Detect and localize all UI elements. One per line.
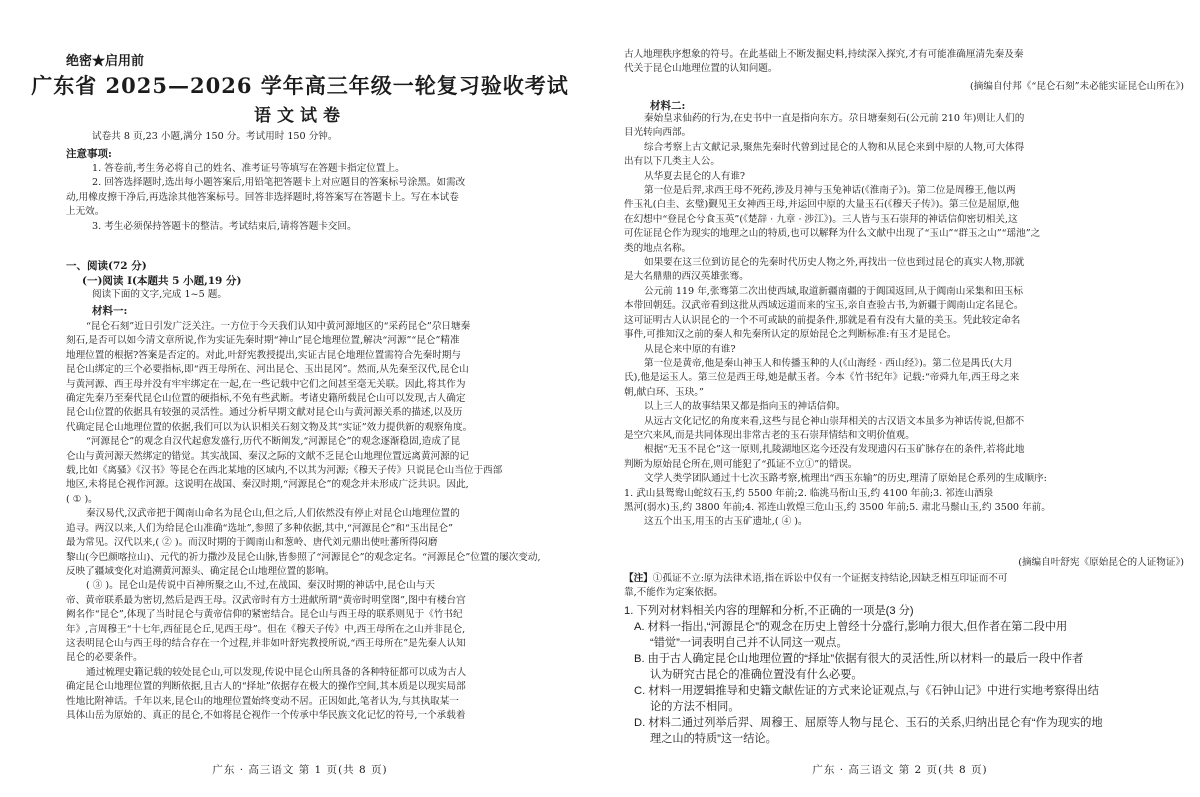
text-line: 黎山(今巴颜喀拉山)、元代的祈力撒沙及昆仑山脉,皆参照了“河源昆仑”的观念定名。“河源昆仑”位置的屡次变动, [66,551,541,563]
notice-item: 动,用橡皮擦干净后,再选涂其他答案标号。回答非选择题时,将答案写在答题卡上。写在本试卷 [66,191,459,203]
exam-info: 试卷共 8 页,23 小题,满分 150 分。考试用时 150 分钟。 [92,131,338,142]
text-line: 秦始皇求仙药的行为,在史书中一直是指向东方。尕日塘秦刻石(公元前 210 年)则让人们的 [644,113,1025,124]
text-line: 事件,可推知汉之前的秦人和先秦所认定的原始昆仑之判断标准:有玉才是昆仑。 [624,329,957,341]
text-line: 代确定昆仑山地理位置的依据,我们可以为认识相关石刻文物及其“实证”效力提供新的观察角度。 [66,421,473,433]
text-line: 确定先秦乃至秦代昆仑山位置的硬指标,不免有些武断。考诸史籍所载昆仑山可以发现,古人确定 [66,393,466,405]
text-line: 古人地理秩序想象的符号。在此基础上不断发掘史料,持续深入探究,才有可能准确厘清先秦及秦 [624,49,1024,60]
text-line: 根据“无玉不昆仑”这一原则,扎陵湖地区迄今还没有发现遗闪石玉矿脉存在的条件,若将此地 [644,444,1025,456]
text-line: 这表明昆仑山与西王母的结合存在一个过程,并非如叶舒宪教授所说,“西王母所在”是先秦人认知 [66,637,466,649]
notice-item: 1. 答卷前,考生务必将自己的姓名、准考证号等填写在答题卡指定位置上。 [92,163,405,174]
note-line: 【注】①孤证不立:原为法律术语,指在诉讼中仅有一个证据支持结论,因缺乏相互印证而不可 [624,573,1008,584]
text-line: 阙名作“昆仑”,体现了当时昆仑与黄帝信仰的紧密结合。昆仑山与西王母的联系则见于《竹书纪 [66,609,463,621]
option-b[interactable]: B. 由于古人确定昆仑山地理位置的“择址”依据有很大的灵活性,所以材料一的最后一段中作者 认为研究古昆仑的准确位置没有什么必要。 [634,653,1084,681]
text-line: 性地比附神话。千年以来,昆仑山的地理位置始终变动不居。正因如此,笔者认为,与其执取某一 [66,695,459,707]
option-a[interactable]: A. 材料一指出,“河源昆仑”的观念在历史上曾经十分盛行,影响力很大,但作者在第二段中用 “错觉”一词表明自己并不认同这一观点。 [634,621,1068,649]
material-2-text [624,112,1184,530]
notice-item: 3. 考生必须保持答题卡的整洁。考试结束后,请将答题卡交回。 [92,220,357,232]
text-line: 通过梳理史籍记载的较处昆仑山,可以发现,传说中昆仑山所具备的各种特征都可以成为古人 [86,666,467,678]
blank-1: ( ① )。 [66,493,98,505]
text-line: 与黄河源、西王母并没有牢牢绑定在一起,在一些记载中它们之间甚至毫无关联。因此,将其作为 [66,378,466,390]
text-line: 黑河(弱水)玉,约 3800 年前;4. 祁连山敦煌三危山玉,约 3500 年前;5. 肃北马鬃山玉,约 3500 年前。 [624,501,1051,513]
notice-list [66,162,578,234]
text-line: “昆仑石刻”近日引发广泛关注。一方位于今天我们认知中黄河源地区的“采药昆仑”尕日塘秦 [86,321,471,332]
text-line: 可佐证昆仑作为现实的地理之山的特质,也可以解释为什么文献中出现了“玉山”“群玉之山”“瑶池”之 [624,228,1041,240]
exam-title: 广东省 2025—2026 学年高三年级一轮复习验收考试 [31,73,569,98]
text-line: 1. 武山县鸳鸯山蛇纹石玉,约 5500 年前;2. 临洮马衔山玉,约 4100 年前;3. 祁连山酒泉 [624,487,994,499]
notice-item: 上无效。 [66,206,105,218]
text-line: 帝、黄帝联系最为密切,然后是西王母。汉武帝时有方士进献所谓“黄帝时明堂图”,图中有楼台宫 [66,594,466,606]
text-line: 代关于昆仑山地理位置的认知问题。 [624,63,778,75]
annotation-note [624,572,1184,601]
option-c[interactable]: C. 材料一用逻辑推导和史籍文献佐证的方式来论证观点,与《石钟山记》中进行实地考察得出结 论的方法不相同。 [634,685,1099,713]
text-line: 综合考察上古文献记录,聚焦先秦时代曾到过昆仑的人物和从昆仑来到中原的人物,可大体得 [644,141,1025,153]
text-line: 秦汉易代,汉武帝把于阗南山命名为昆仑山,但之后,人们依然没有停止对昆仑山地理位置的 [86,508,460,520]
text-line: 昆仑的必要条件。 [66,652,143,664]
text-line: 确定昆仑山地理位置的判断依据,且古人的“择址”依据存在极大的操作空间,其本质是以现实局部 [66,681,466,693]
option-d[interactable]: D. 材料二通过列举后羿、周穆王、屈原等人物与昆仑、玉石的关系,归纳出昆仑有“作为现实的地 理之山的特质”这一结论。 [634,717,1103,745]
blank-3-line: ( ③ )。昆仑山是传说中百神所聚之山,不过,在战国、秦汉时期的神话中,昆仑山与天 [86,580,435,592]
text-line: 地区,未将昆仑视作河源。这说明在战国、秦汉时期,“河源昆仑”的观念并未形成广泛共识。因此, [66,479,469,491]
text-line: 年》,言周穆王“十七年,西征昆仑丘,见西王母”。但在《穆天子传》中,西王母所在之山并非昆仑, [66,623,466,635]
material-1-continued [624,48,1184,77]
text-line: 件玉礼(白圭、玄璧)觐见王女神西王母,并运回中原的大量玉石(《穆天子传》)。第三位是屈原,他 [624,199,1020,211]
blank-2-line: 最为常见。汉代以来,( ② )。而汉时期的于阗南山和葱岭、唐代刘元鼎出使吐蕃所得闷磨 [66,537,438,549]
subsection-heading: (一)阅读 I(本题共 5 小题,19 分) [82,275,242,287]
text-line: 类的地点名称。 [624,242,692,254]
text-line: 仑山与黄河源天然绑定的错觉。其实战国、秦汉之际的文献不乏昆仑山地理位置远离黄河源的记 [66,450,469,462]
text-line: 目光转向西部。 [624,127,692,139]
exam-page-2 [600,0,1200,797]
text-line: 如果要在这三位到访昆仑的先秦时代历史人物之外,再找出一位也到过昆仑的真实人物,那就 [644,257,1025,269]
text-line: 公元前 119 年,张骞第二次出使西域,取道新疆南疆的于阗国返回,从于阗南山采集和田玉标 [644,285,1023,297]
text-line: 是大名鼎鼎的西汉英雄张骞。 [624,271,749,283]
question-stem: 1. 下列对材料相关内容的理解和分析,不正确的一项是(3 分) [624,605,914,617]
text-line: 载,比如《离骚》《汉书》等昆仑在西北某地的区域内,不以其为河源;《穆天子传》只说昆仑山当位于西部 [66,465,503,477]
text-line: 是空穴来风,而是共同体现出非常古老的玉石崇拜情结和文明价值观。 [624,429,915,441]
source-citation-2: (摘编自叶舒宪《原始昆仑的人证物证》) [1018,557,1184,568]
source-citation-1: (摘编自付邦《“昆仑石刻”未必能实证昆仑山所在》) [970,81,1184,92]
text-line: 在幻想中“登昆仑兮食玉英”(《楚辞 · 九章 · 涉江》)。三人皆与玉石崇拜的神话信仰密切相关,这 [624,213,1018,225]
notice-heading: 注意事项: [66,148,112,160]
text-line: 文学人类学团队通过十七次玉路考察,梳理出“西玉东输”的历史,理清了原始昆仑系列的生成顺序: [644,473,1047,485]
page-1-footer: 广东 · 高三语文 第 1 页(共 8 页) [212,764,388,776]
blank-4-line: 这五个出玉,用玉的古玉矿遗址,( ④ )。 [644,516,808,528]
material-1-text [66,320,578,723]
section-heading: 一、阅读(72 分) [66,260,147,272]
read-instruction: 阅读下面的文字,完成 1~5 题。 [92,289,227,300]
confidential-label: 绝密★启用前 [66,54,145,69]
text-line: 反映了疆域变化对追溯黄河源头、确定昆仑山地理位置的影响。 [66,565,335,577]
note-label: 【注】 [624,573,653,584]
text-line: 刻石,是否可以如今清文章所说,作为实证先秦时期“神山”昆仑地理位置,解决“河源”“昆仑”精准 [66,335,460,347]
text-line: 判断为原始昆仑所在,则可能犯了“孤证不立①”的错误。 [624,458,858,470]
material-1-heading: 材料一: [92,305,128,317]
text-line: 出有以下几类主人公。 [624,156,720,168]
text-line: 地理位置的根据?答案是否定的。对此,叶舒宪教授提出,实证古昆仑地理位置需符合先秦时期与 [66,349,461,361]
text-line: “河源昆仑”的观念自汉代起愈发盛行,历代不断阐发,“河源昆仑”的观念逐渐稳固,造成了昆 [86,436,461,448]
text-line: 追寻。两汉以来,人们为给昆仑山准确“选址”,参照了多种依据,其中,“河源昆仑”和“玉出昆仑” [66,522,453,534]
text-line: 昆仑山位置的依据具有较强的灵活性。通过分析早期文献对昆仑山与黄河源关系的描述,以及历 [66,407,463,419]
note-line: 靠,不能作为定案依据。 [624,587,723,599]
text-line: 第一位是黄帝,他是秦山神玉人和传播玉种的人(《山海经 · 西山经》)。第二位是禺氏(大月 [644,357,1013,369]
text-line: 从昆仑来中原的有谁? [644,343,736,355]
text-line: 这可证明古人认识昆仑的一个不可或缺的前提条件,那就是看有没有大量的美玉。凭此较定命名 [624,314,1021,326]
text-line: 以上三人的故事结果又都是指向玉的神话信仰。 [644,401,846,413]
text-line: 从远古文化记忆的角度来看,这些与昆仑神山崇拜相关的古汉语文本虽多为神话传说,但都不 [644,415,1025,427]
text-line: 从华夏去昆仑的人有谁? [644,170,746,182]
material-2-heading: 材料二: [650,100,686,112]
question-1 [624,603,1184,747]
page-2-footer: 广东 · 高三语文 第 2 页(共 8 页) [812,764,988,776]
text-line: 本带回朝廷。汉武帝看到这批从西域远道而来的宝玉,亲自查验古书,为新疆于阗南山定名昆仑。 [624,300,1024,312]
text-line: 氏),他是运玉人。第三位是西王母,她是献玉者。今本《竹书纪年》记载:“帝舜九年,西王母之来 [624,372,1020,384]
text-line: 昆仑山绑定的三个必要指标,即“西王母所在、河出昆仑、玉出昆冈”。然而,从先秦至汉代,昆仑山 [66,364,469,376]
exam-subtitle: 语文试卷 [254,106,346,126]
text-line: 具体山岳为原始的、真正的昆仑,不如将昆仑视作一个传承中华民族文化记忆的符号,一个承载着 [66,709,466,721]
text-line: 第一位是后羿,求西王母不死药,涉及月神与玉兔神话(《淮南子》)。第二位是周穆王,他以两 [644,185,1016,197]
notice-item: 2. 回答选择题时,选出每小题答案后,用铅笔把答题卡上对应题目的答案标号涂黑。如需改 [92,177,466,189]
text-line: 朝,献白环、玉玦。” [624,386,704,398]
